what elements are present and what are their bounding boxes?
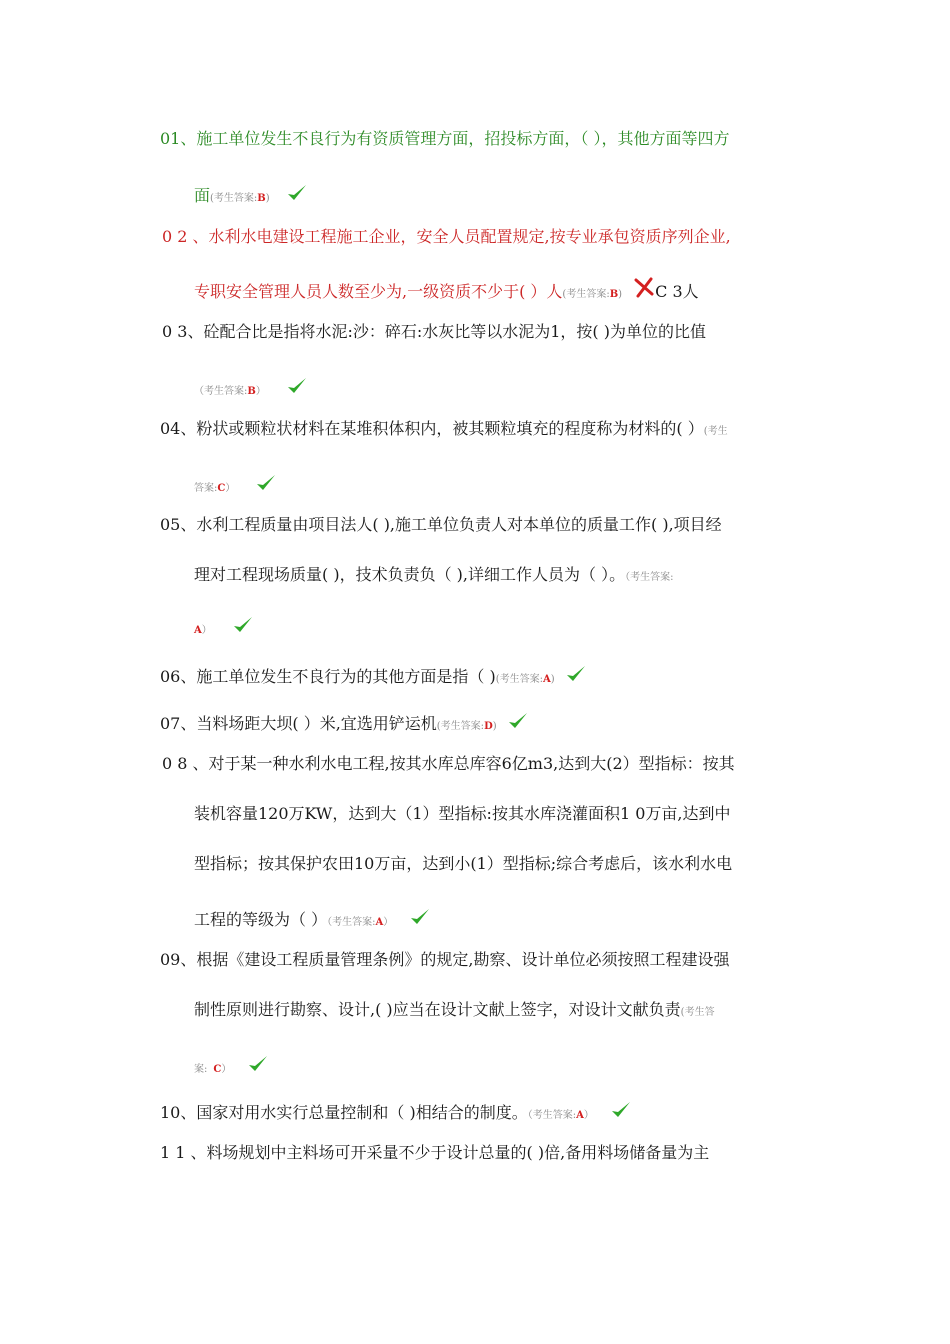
answer-label-close: ) [265,193,270,204]
question-text: 07、当料场距大坝( ）米,宜选用铲运机 [160,714,437,733]
checkmark-icon [564,662,588,686]
checkmark-icon [246,1052,270,1076]
answer-label: (考生答 [680,1007,715,1018]
answer-label-close: ） [383,917,394,928]
question-text: 制性原则进行勘察、设计,( )应当在设计文献上签字，对设计文献负责 [194,1000,681,1019]
question-text: 04、粉状或颗粒状材料在某堆积体积内，被其颗粒填充的程度称为材料的( ） [160,419,704,438]
question-text: 09、根据《建设工程质量管理条例》的规定,勘察、设计单位必须按照工程建设强 [160,950,730,969]
answer-label: 答案: [194,483,218,494]
answer-label-close: ） [201,625,212,636]
answer-label: （考生答案: [527,1110,577,1121]
question-text: 10、国家对用水实行总量控制和（ )相结合的制度。 [160,1103,528,1122]
answer-label: (考生 [703,426,728,437]
checkmark-icon [231,613,255,637]
question-text: 0 3、砼配合比是指将水泥:沙：碎石:水灰比等以水泥为1，按( )为单位的比值 [162,322,706,341]
answer-value: C [213,1064,222,1075]
answer-value: A [576,1110,584,1121]
answer-label-close: ） [225,483,236,494]
question-text: 01、施工单位发生不良行为有资质管理方面，招投标方面，（ ），其他方面等四方 [160,129,730,148]
answer-value: B [257,193,266,204]
question-text: 专职安全管理人员人数至少为,一级资质不少于( ）人 [194,282,563,301]
answer-value: A [194,625,202,636]
question-text: 理对工程现场质量( )，技术负责负（ ),详细工作人员为（ ）。 [194,565,626,584]
answer-label-close: ) [492,721,497,732]
checkmark-icon [285,374,309,398]
question-text: 06、施工单位发生不良行为的其他方面是指（ ) [160,667,496,686]
checkmark-icon [609,1098,633,1122]
checkmark-icon [285,181,309,205]
checkmark-icon [408,905,432,929]
question-text: 1 1 、料场规划中主料场可开采量不少于设计总量的( )倍,备用料场储备量为主 [160,1143,710,1162]
question-text: 工程的等级为（ ） [194,910,328,929]
answer-label: (考生答案: [210,193,258,204]
answer-label: （考生答案: [194,386,248,397]
question-text: 面 [194,186,211,205]
answer-value: C [217,483,226,494]
question-text: 05、水利工程质量由项目法人( ),施工单位负责人对本单位的质量工作( ),项目经 [160,515,722,534]
answer-label: （考生答案: [327,917,376,928]
answer-value: A [375,917,384,928]
answer-label-close: ) [550,674,555,685]
answer-label-close: ） [583,1110,594,1121]
question-text: 0 8 、对于某一种水利水电工程,按其水库总库容6亿m3,达到大(2）型指标：按其 [162,754,735,773]
answer-label: 案: [194,1064,208,1075]
answer-label: (考生答案: [562,289,610,300]
checkmark-icon [254,471,278,495]
question-text: 0 2 、水利水电建设工程施工企业，安全人员配置规定,按专业承包资质序列企业, [162,227,731,246]
correct-answer: C 3人 [655,282,699,301]
question-text: 装机容量120万KW，达到大（1）型指标:按其水库浇灌面积1 0万亩,达到中 [194,804,731,823]
answer-value: D [484,721,493,732]
answer-label: （考生答案: [625,572,674,583]
checkmark-icon [506,709,530,733]
cross-icon [633,277,655,299]
answer-value: B [247,386,256,397]
answer-label: (考生答案: [436,721,485,732]
answer-label: (考生答案: [495,674,543,685]
answer-value: A [542,674,551,685]
question-text: 型指标；按其保护农田10万亩，达到小(1）型指标;综合考虑后，该水利水电 [194,854,733,873]
answer-label-close: ) [618,289,623,300]
answer-label-close: ） [221,1064,232,1075]
answer-value: B [609,289,619,300]
answer-label-close: ） [255,386,266,397]
